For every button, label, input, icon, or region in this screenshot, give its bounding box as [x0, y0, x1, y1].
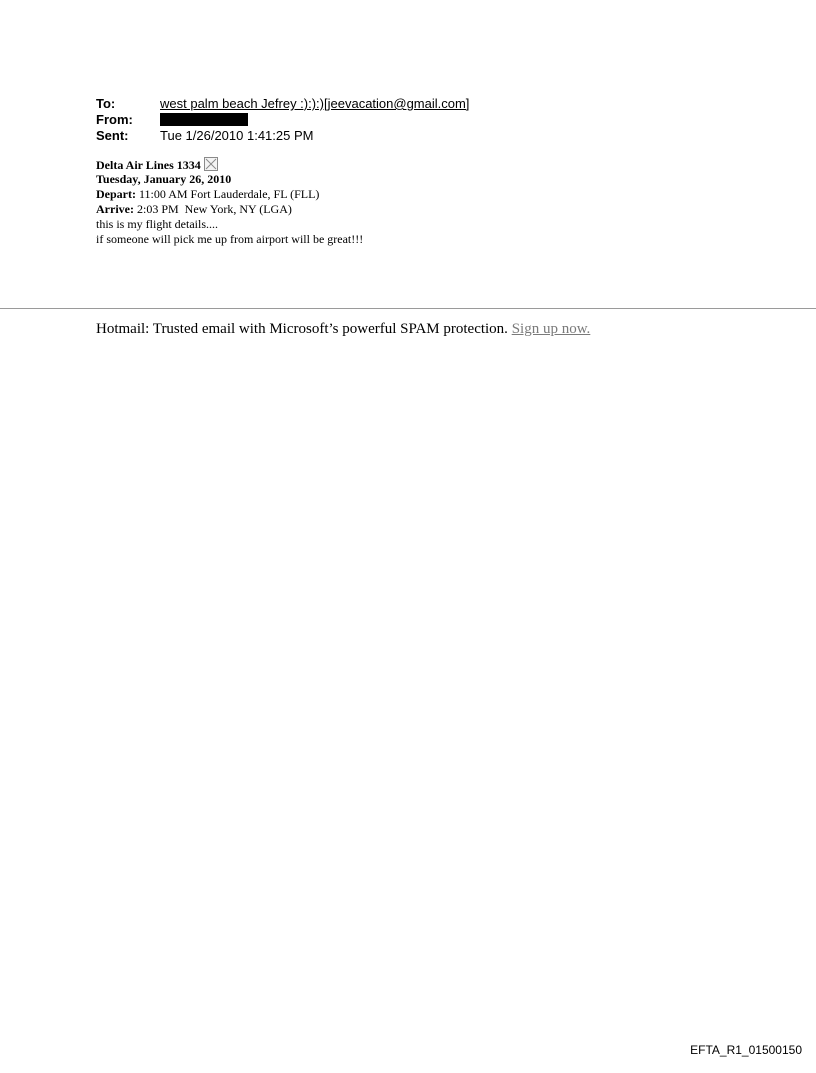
- sign-up-link[interactable]: Sign up now.: [511, 321, 591, 337]
- email-header: [96, 96, 469, 144]
- email-body: [96, 157, 363, 247]
- hotmail-footer: [96, 320, 590, 338]
- sent-label: Sent:: [96, 128, 129, 143]
- from-row: [96, 112, 469, 128]
- footer-text: Hotmail: Trusted email with Microsoft’s powerful SPAM protection.: [96, 321, 512, 337]
- depart-line: [96, 187, 363, 202]
- depart-label: Depart:: [96, 187, 136, 201]
- to-label: To:: [96, 96, 116, 111]
- flight-date: Tuesday, January 26, 2010: [96, 172, 232, 186]
- broken-image-icon: [204, 157, 218, 171]
- airline-line: [96, 157, 363, 172]
- to-value: west palm beach Jefrey :):):)[jeevacation@gmail.com]: [160, 96, 470, 111]
- sent-row: [96, 128, 469, 144]
- from-label: From:: [96, 112, 133, 127]
- sent-value: Tue 1/26/2010 1:41:25 PM: [160, 128, 314, 143]
- arrive-line: [96, 202, 363, 217]
- to-row: [96, 96, 469, 112]
- footer-divider: [0, 308, 816, 309]
- redaction-block: [160, 113, 248, 126]
- depart-value: 11:00 AM Fort Lauderdale, FL (FLL): [138, 187, 320, 201]
- arrive-label: Arrive:: [96, 202, 134, 216]
- arrive-value: 2:03 PM New York, NY (LGA): [136, 202, 292, 216]
- message-line-1: this is my flight details....: [96, 217, 218, 231]
- airline-flight: Delta Air Lines 1334: [96, 158, 201, 172]
- document-id: EFTA_R1_01500150: [690, 1043, 802, 1057]
- message-line-2: if someone will pick me up from airport will be great!!!: [96, 232, 364, 246]
